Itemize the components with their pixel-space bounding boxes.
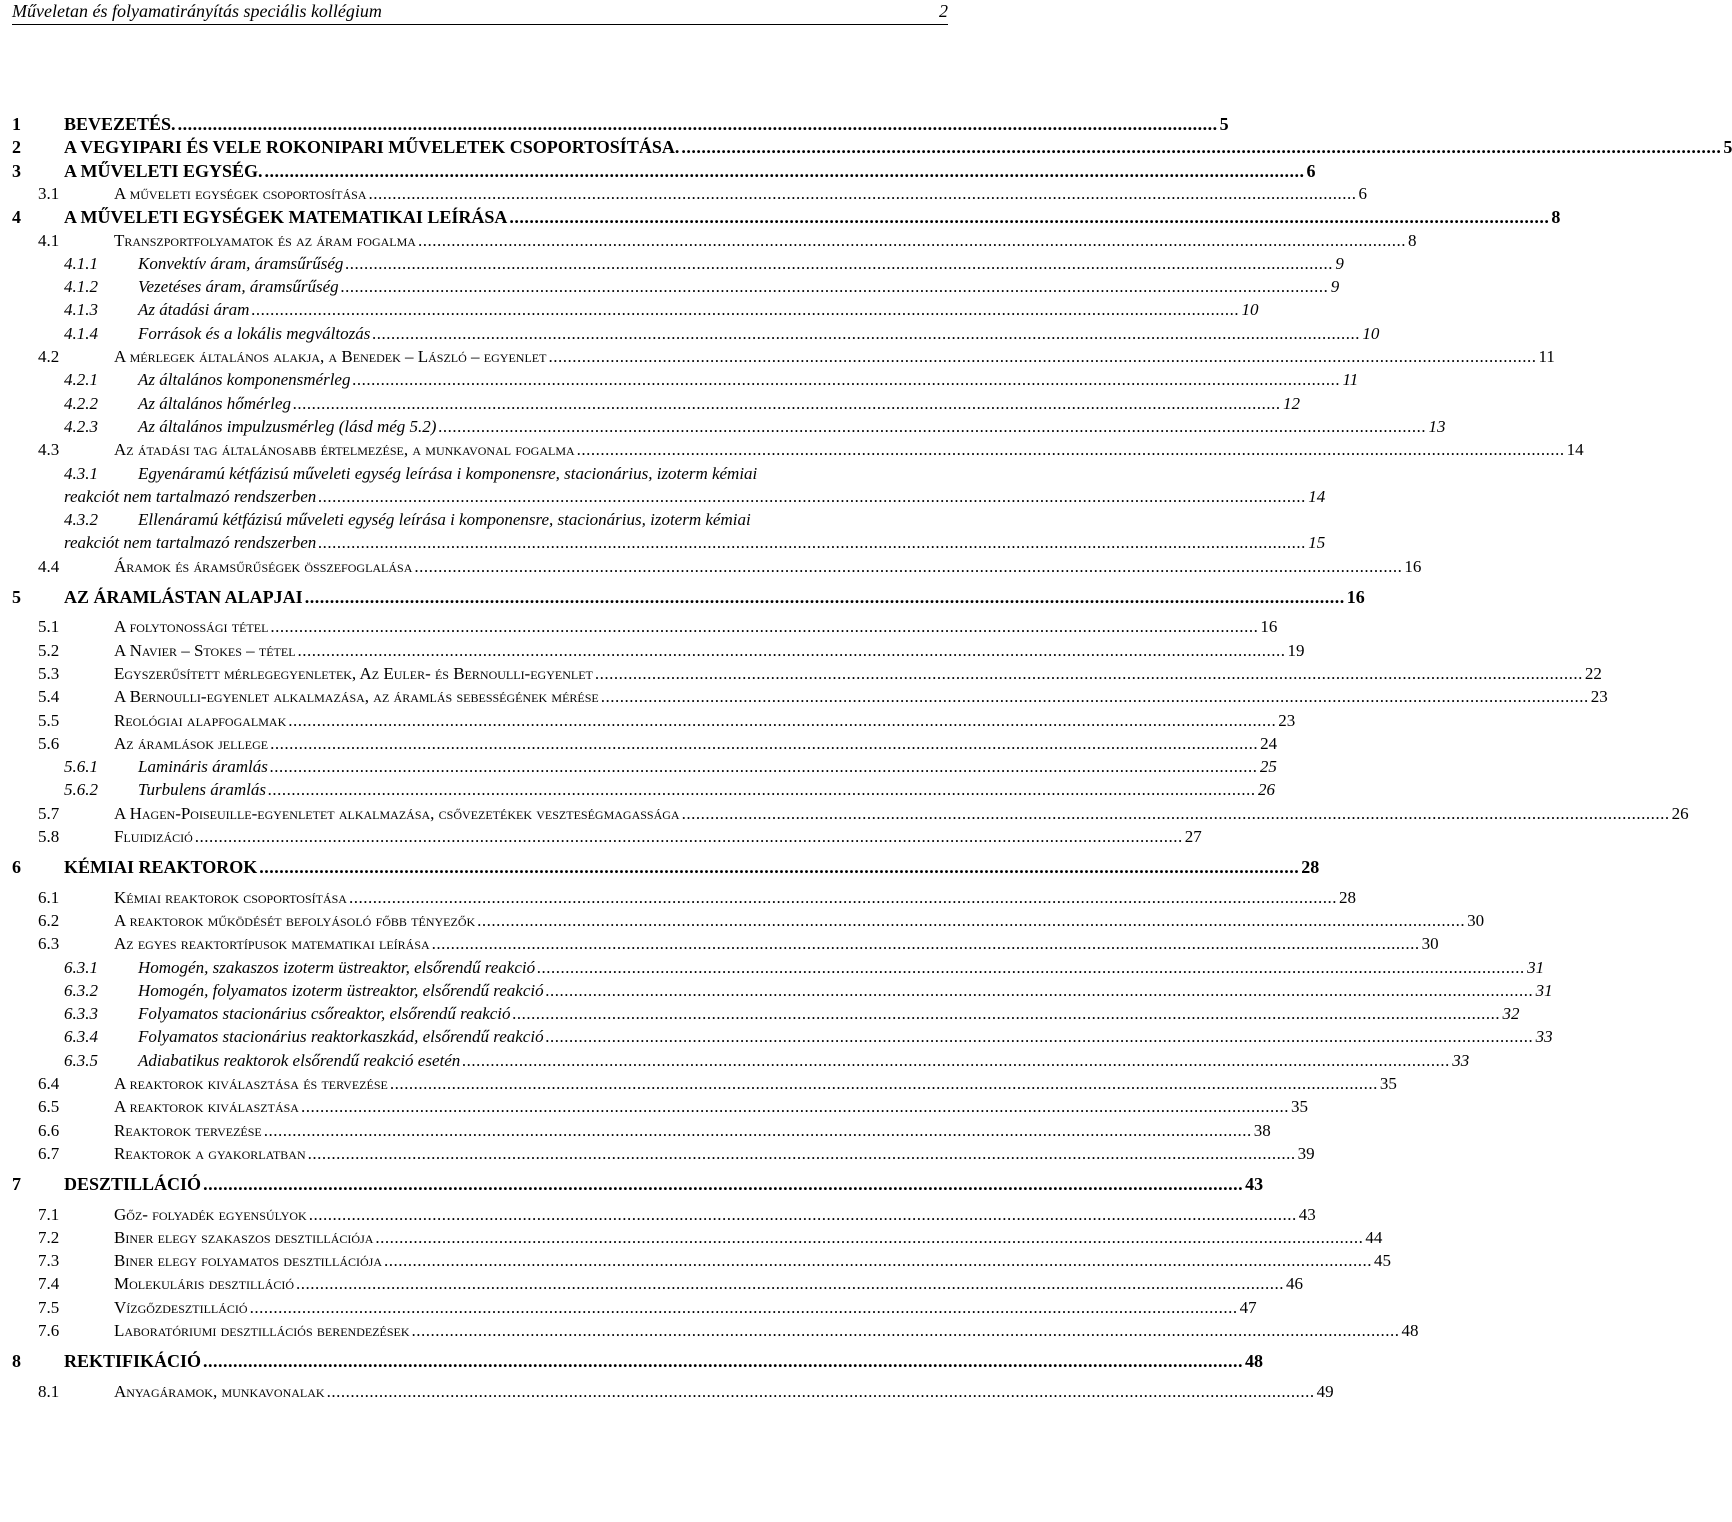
toc-title: Ellenáramú kétfázisú műveleti egység leírása i komponensre, stacionárius, izoterm kémiai	[138, 510, 751, 530]
toc-title: Turbulens áramlás	[138, 780, 266, 800]
toc-entry-4-2[interactable]	[12, 346, 1555, 368]
toc-entry-8-1[interactable]	[12, 1381, 1334, 1403]
toc-number: 6.3.1	[64, 957, 98, 977]
toc-title: KÉMIAI REAKTOROK	[64, 857, 258, 878]
toc-number: 4.3.2	[64, 510, 98, 530]
toc-number: 4.2.1	[64, 370, 98, 390]
toc-number: 6.2	[38, 910, 60, 930]
toc-page: 12	[1283, 393, 1300, 413]
toc-entry-4-3[interactable]	[12, 439, 1584, 461]
toc-number: 5.7	[38, 803, 60, 823]
toc-page: 8	[1551, 207, 1561, 228]
toc-page: 28	[1338, 887, 1356, 907]
toc-leader	[195, 826, 1183, 848]
toc-title: A reaktorok kiválasztása	[114, 1097, 299, 1117]
toc-title: BEVEZETÉS.	[64, 114, 176, 134]
toc-title: Biner elegy szakaszos desztillációja	[114, 1227, 374, 1247]
toc-entry-1[interactable]	[12, 113, 1229, 135]
toc-number: 4.1.2	[64, 277, 98, 297]
toc-entry-4-2-2[interactable]	[12, 393, 1300, 415]
toc-page: 16	[1260, 617, 1278, 637]
toc-leader	[264, 1120, 1252, 1142]
toc-leader	[268, 779, 1256, 801]
toc-number: 6.5	[38, 1097, 60, 1117]
toc-page: 33	[1452, 1050, 1470, 1070]
toc-entry-4-1-3[interactable]	[12, 299, 1259, 321]
toc-leader	[682, 803, 1670, 825]
toc-title: Homogén, szakaszos izoterm üstreaktor, elsőrendű reakció	[138, 957, 536, 977]
toc-title: Konvektív áram, áramsűrűség	[138, 253, 344, 273]
toc-leader	[375, 1227, 1363, 1249]
toc-entry-continuation[interactable]	[12, 532, 1326, 554]
toc-leader	[352, 369, 1340, 391]
toc-leader	[681, 136, 1721, 158]
toc-number: 5.3	[38, 663, 60, 683]
toc-entry-5-5[interactable]	[12, 710, 1296, 732]
toc-page: 13	[1428, 416, 1446, 436]
toc-entry-5-8[interactable]	[12, 826, 1202, 848]
toc-leader	[203, 1173, 1243, 1195]
toc-number: 7.3	[38, 1251, 60, 1271]
toc-title-continuation: reakciót nem tartalmazó rendszerben	[64, 486, 317, 506]
toc-entry-5-2[interactable]	[12, 640, 1305, 662]
toc-number: 4.2.3	[64, 416, 98, 436]
toc-title: Az egyes reaktortípusok matematikai leírása	[114, 934, 430, 954]
toc-leader	[414, 556, 1402, 578]
toc-number: 6.6	[38, 1120, 60, 1140]
toc-entry-4-4[interactable]	[12, 556, 1422, 578]
toc-leader	[298, 640, 1286, 662]
toc-page: 11	[1538, 347, 1555, 366]
toc-number: 7.6	[38, 1321, 60, 1340]
toc-title: A MŰVELETI EGYSÉG.	[64, 160, 263, 181]
toc-number: 5.5	[38, 710, 60, 730]
toc-entry-6-3-4[interactable]	[12, 1026, 1553, 1048]
toc-leader	[288, 710, 1276, 732]
toc-page: 23	[1278, 710, 1296, 730]
toc-number: 7.5	[38, 1297, 60, 1317]
toc-entry-6-7[interactable]	[12, 1143, 1315, 1165]
toc-title: Anyagáramok, munkavonalak	[114, 1381, 325, 1401]
toc-entry-5-6-1[interactable]	[12, 756, 1277, 778]
toc-title: Reológiai alapfogalmak	[114, 710, 287, 730]
toc-title: Fluidizáció	[114, 827, 193, 846]
toc-title: Az általános hőmérleg	[138, 393, 291, 413]
toc-title: Az általános komponensmérleg	[138, 370, 351, 390]
toc-leader	[438, 416, 1426, 438]
toc-entry-6-3-2[interactable]	[12, 980, 1553, 1002]
toc-title: A reaktorok működését befolyásoló főbb tényezők	[114, 910, 476, 930]
toc-entry-2[interactable]	[12, 136, 1732, 158]
toc-leader	[203, 1350, 1243, 1372]
toc-leader	[390, 1073, 1378, 1095]
toc-page: 8	[1407, 230, 1417, 250]
toc-number: 5	[12, 587, 21, 607]
toc-title: A reaktorok kiválasztása és tervezése	[114, 1074, 388, 1093]
toc-title: A VEGYIPARI ÉS VELE ROKONIPARI MŰVELETEK CSOPORTOSÍTÁSA.	[64, 137, 680, 158]
toc-page: 10	[1241, 300, 1259, 320]
toc-leader	[513, 1003, 1501, 1025]
toc-leader	[372, 323, 1360, 345]
page-number: 2	[939, 1, 948, 21]
toc-leader	[345, 253, 1333, 275]
toc-entry-7-1[interactable]	[12, 1204, 1316, 1226]
toc-page: 22	[1584, 663, 1602, 683]
toc-title: Reaktorok a gyakorlatban	[114, 1143, 306, 1163]
toc-title: Folyamatos stacionárius csőreaktor, elsőrendű reakció	[138, 1004, 511, 1024]
toc-entry-4[interactable]	[12, 206, 1561, 228]
toc-page: 49	[1316, 1381, 1334, 1401]
toc-page: 16	[1404, 556, 1422, 576]
toc-page: 24	[1260, 733, 1278, 753]
toc-leader	[577, 439, 1565, 461]
toc-number: 3	[12, 160, 21, 181]
toc-number: 5.8	[38, 827, 60, 846]
toc-entry-6-3[interactable]	[12, 933, 1439, 955]
toc-entry-3-1[interactable]	[12, 183, 1367, 205]
toc-number: 4.2.2	[64, 393, 98, 413]
toc-page: 30	[1421, 934, 1439, 954]
toc-leader	[537, 957, 1525, 979]
toc-entry-5[interactable]	[12, 586, 1365, 608]
toc-page: 33	[1535, 1027, 1553, 1047]
toc-title: Laboratóriumi desztillációs berendezések	[114, 1321, 410, 1340]
toc-entry-6-4[interactable]	[12, 1073, 1397, 1095]
toc-entry-4-1[interactable]	[12, 230, 1417, 252]
toc-title: A Navier – Stokes – tétel	[114, 640, 296, 660]
toc-leader	[270, 616, 1258, 638]
toc-entry-7-4[interactable]	[12, 1273, 1304, 1295]
toc-number: 7.1	[38, 1204, 60, 1224]
toc-entry-4-2-3[interactable]	[12, 416, 1446, 438]
toc-leader	[341, 276, 1329, 298]
toc-page: 45	[1374, 1251, 1391, 1271]
toc-entry-continuation[interactable]	[12, 486, 1326, 508]
toc-page: 26	[1258, 780, 1275, 800]
toc-entry-5-1[interactable]	[12, 616, 1278, 638]
toc-title: Folyamatos stacionárius reaktorkaszkád, elsőrendű reakció	[138, 1027, 544, 1047]
document-title: Műveletan és folyamatirányítás speciális kollégium	[12, 1, 382, 21]
toc-number: 5.1	[38, 617, 60, 637]
toc-leader	[178, 113, 1218, 135]
toc-page: 48	[1245, 1351, 1264, 1372]
toc-number: 5.6	[38, 733, 60, 753]
toc-number: 6	[12, 857, 21, 878]
toc-entry-7-6[interactable]	[12, 1320, 1419, 1342]
toc-leader	[250, 1297, 1238, 1319]
toc-title-continuation: reakciót nem tartalmazó rendszerben	[64, 533, 317, 553]
toc-entry-3[interactable]	[12, 160, 1316, 182]
toc-page: 5	[1723, 137, 1732, 158]
toc-title: Adiabatikus reaktorok elsőrendű reakció esetén	[138, 1050, 461, 1070]
toc-number: 5.6.2	[64, 780, 98, 800]
toc-page: 10	[1362, 323, 1380, 343]
toc-leader	[384, 1250, 1372, 1272]
toc-page: 28	[1301, 857, 1320, 878]
toc-page: 15	[1308, 533, 1326, 553]
toc-page: 44	[1365, 1227, 1383, 1247]
toc-page: 35	[1290, 1097, 1308, 1117]
toc-number: 5.6.1	[64, 757, 98, 777]
toc-title: REKTIFIKÁCIÓ	[64, 1351, 202, 1372]
toc-page: 11	[1342, 370, 1359, 390]
toc-number: 4.1.1	[64, 253, 98, 273]
toc-entry-5-7[interactable]	[12, 803, 1689, 825]
toc-entry-7[interactable]	[12, 1173, 1264, 1195]
toc-title: DESZTILLÁCIÓ	[64, 1174, 202, 1195]
toc-title: Egyszerűsített mérlegegyenletek, Az Euler- és Bernoulli-egyenlet	[114, 663, 593, 683]
toc-page: 48	[1401, 1321, 1419, 1340]
toc-title: A Hagen-Poiseuille-egyenletet alkalmazása, csővezetékek veszteségmagassága	[114, 803, 680, 823]
toc-page: 25	[1259, 757, 1277, 777]
toc-entry-4-3-2[interactable]	[12, 509, 944, 531]
toc-leader	[293, 393, 1281, 415]
toc-title: Források és a lokális megváltozás	[138, 323, 371, 343]
toc-number: 4.3.1	[64, 463, 98, 483]
toc-page: 32	[1502, 1004, 1520, 1024]
toc-number: 4.1.4	[64, 323, 98, 343]
toc-leader	[309, 1204, 1297, 1226]
toc-number: 2	[12, 137, 21, 158]
toc-entry-6-3-1[interactable]	[12, 957, 1545, 979]
toc-entry-6-3-3[interactable]	[12, 1003, 1520, 1025]
toc-leader	[601, 686, 1589, 708]
toc-title: Vízgőzdesztilláció	[114, 1297, 248, 1317]
toc-page: 6	[1358, 183, 1367, 203]
toc-number: 5.4	[38, 687, 60, 707]
toc-leader	[349, 887, 1337, 909]
toc-number: 8.1	[38, 1381, 60, 1401]
toc-title: Lamináris áramlás	[138, 757, 268, 777]
toc-leader	[546, 1026, 1534, 1048]
toc-entry-5-6[interactable]	[12, 733, 1278, 755]
toc-leader	[318, 486, 1306, 508]
toc-entry-5-4[interactable]	[12, 686, 1608, 708]
toc-page: 9	[1335, 253, 1344, 273]
toc-leader	[595, 663, 1583, 685]
toc-leader	[270, 733, 1258, 755]
toc-leader	[308, 1143, 1296, 1165]
toc-entry-6-1[interactable]	[12, 887, 1356, 909]
toc-entry-7-5[interactable]	[12, 1297, 1257, 1319]
toc-leader	[369, 183, 1357, 205]
toc-leader	[251, 299, 1239, 321]
toc-title: Gőz- folyadék egyensúlyok	[114, 1204, 307, 1224]
toc-entry-6-5[interactable]	[12, 1096, 1308, 1118]
toc-page: 14	[1566, 440, 1584, 460]
toc-page: 46	[1286, 1274, 1304, 1294]
toc-number: 7	[12, 1174, 21, 1195]
toc-title: AZ ÁRAMLÁSTAN ALAPJAI	[64, 587, 303, 607]
toc-leader	[432, 933, 1420, 955]
toc-leader	[418, 230, 1406, 252]
toc-leader	[548, 346, 1536, 368]
toc-entry-7-2[interactable]	[12, 1227, 1383, 1249]
toc-title: Egyenáramú kétfázisú műveleti egység leírása i komponensre, stacionárius, izoterm kémiai	[138, 463, 758, 483]
toc-number: 6.3	[38, 934, 60, 954]
toc-number: 6.3.4	[64, 1027, 98, 1047]
toc-title: Az átadási tag általánosabb értelmezése, a munkavonal fogalma	[114, 440, 575, 460]
toc-number: 4.3	[38, 440, 60, 460]
toc-page: 31	[1527, 957, 1545, 977]
toc-leader	[462, 1050, 1450, 1072]
toc-number: 6.1	[38, 887, 60, 907]
toc-entry-6[interactable]	[12, 856, 1320, 878]
toc-page: 30	[1467, 910, 1485, 930]
toc-entry-6-6[interactable]	[12, 1120, 1271, 1142]
toc-title: Vezetéses áram, áramsűrűség	[138, 277, 339, 297]
toc-leader	[509, 206, 1549, 228]
toc-title: Az átadási áram	[138, 300, 250, 320]
running-header	[12, 0, 948, 25]
toc-leader	[546, 980, 1534, 1002]
toc-entry-5-6-2[interactable]	[12, 779, 1275, 801]
toc-number: 4	[12, 207, 21, 228]
toc-title: Transzportfolyamatok és az áram fogalma	[114, 230, 416, 250]
toc-title: Az általános impulzusmérleg (lásd még 5.2)	[138, 416, 437, 436]
toc-leader	[296, 1273, 1284, 1295]
toc-page: 23	[1590, 687, 1608, 707]
toc-number: 4.2	[38, 347, 60, 366]
toc-title: A MŰVELETI EGYSÉGEK MATEMATIKAI LEÍRÁSA	[64, 207, 508, 228]
toc-number: 4.1.3	[64, 300, 98, 320]
toc-entry-6-2[interactable]	[12, 910, 1485, 932]
toc-leader	[301, 1096, 1289, 1118]
toc-leader	[327, 1381, 1315, 1403]
toc-title: Kémiai reaktorok csoportosítása	[114, 887, 347, 907]
toc-page: 6	[1306, 160, 1316, 181]
toc-page: 27	[1184, 827, 1202, 846]
toc-entry-8[interactable]	[12, 1350, 1264, 1372]
toc-page: 38	[1253, 1120, 1271, 1140]
toc-entry-7-3[interactable]	[12, 1250, 1391, 1272]
toc-page: 16	[1346, 587, 1365, 607]
toc-page: 47	[1239, 1297, 1257, 1317]
toc-title: A Bernoulli-egyenlet alkalmazása, az áramlás sebességének mérése	[114, 687, 599, 707]
toc-title: Az áramlások jellege	[114, 733, 269, 753]
toc-entry-4-1-4[interactable]	[12, 323, 1380, 345]
toc-leader	[305, 586, 1345, 608]
toc-page: 5	[1219, 114, 1229, 134]
toc-entry-4-3-1[interactable]	[12, 463, 944, 485]
toc-title: A mérlegek általános alakja, a Benedek – László – egyenlet	[114, 347, 547, 366]
toc-title: Reaktorok tervezése	[114, 1120, 262, 1140]
toc-number: 6.4	[38, 1074, 60, 1093]
toc-entry-5-3[interactable]	[12, 663, 1602, 685]
toc-leader	[477, 910, 1465, 932]
toc-title: A műveleti egységek csoportosítása	[114, 183, 367, 203]
toc-number: 7.2	[38, 1227, 60, 1247]
toc-leader	[259, 856, 1299, 878]
toc-leader	[318, 532, 1306, 554]
toc-title: Homogén, folyamatos izoterm üstreaktor, elsőrendű reakció	[138, 980, 544, 1000]
toc-page: 39	[1297, 1143, 1315, 1163]
toc-number: 4.4	[38, 556, 60, 576]
toc-number: 6.3.3	[64, 1004, 98, 1024]
toc-number: 7.4	[38, 1274, 60, 1294]
toc-page: 31	[1535, 980, 1553, 1000]
toc-title: Biner elegy folyamatos desztillációja	[114, 1251, 382, 1271]
toc-number: 6.7	[38, 1143, 60, 1163]
toc-entry-4-1-2[interactable]	[12, 276, 1340, 298]
toc-number: 3.1	[38, 183, 60, 203]
toc-page: 19	[1287, 640, 1305, 660]
toc-entry-4-2-1[interactable]	[12, 369, 1359, 391]
toc-number: 6.3.2	[64, 980, 98, 1000]
toc-page: 43	[1298, 1204, 1316, 1224]
toc-number: 4.1	[38, 230, 60, 250]
toc-leader	[412, 1320, 1400, 1342]
toc-page: 26	[1671, 803, 1689, 823]
toc-page: 43	[1245, 1174, 1264, 1195]
toc-page: 35	[1379, 1074, 1397, 1093]
toc-page: 14	[1308, 486, 1326, 506]
toc-number: 8	[12, 1351, 21, 1372]
toc-entry-4-1-1[interactable]	[12, 253, 1344, 275]
toc-number: 1	[12, 114, 21, 134]
toc-entry-6-3-5[interactable]	[12, 1050, 1470, 1072]
toc-title: Molekuláris desztilláció	[114, 1274, 295, 1294]
toc-number: 5.2	[38, 640, 60, 660]
toc-leader	[270, 756, 1258, 778]
toc-leader	[265, 160, 1305, 182]
toc-title: A folytonossági tétel	[114, 617, 269, 637]
toc-title: Áramok és áramsűrűségek összefoglalása	[114, 556, 413, 576]
toc-number: 6.3.5	[64, 1050, 98, 1070]
toc-page: 9	[1330, 277, 1340, 297]
